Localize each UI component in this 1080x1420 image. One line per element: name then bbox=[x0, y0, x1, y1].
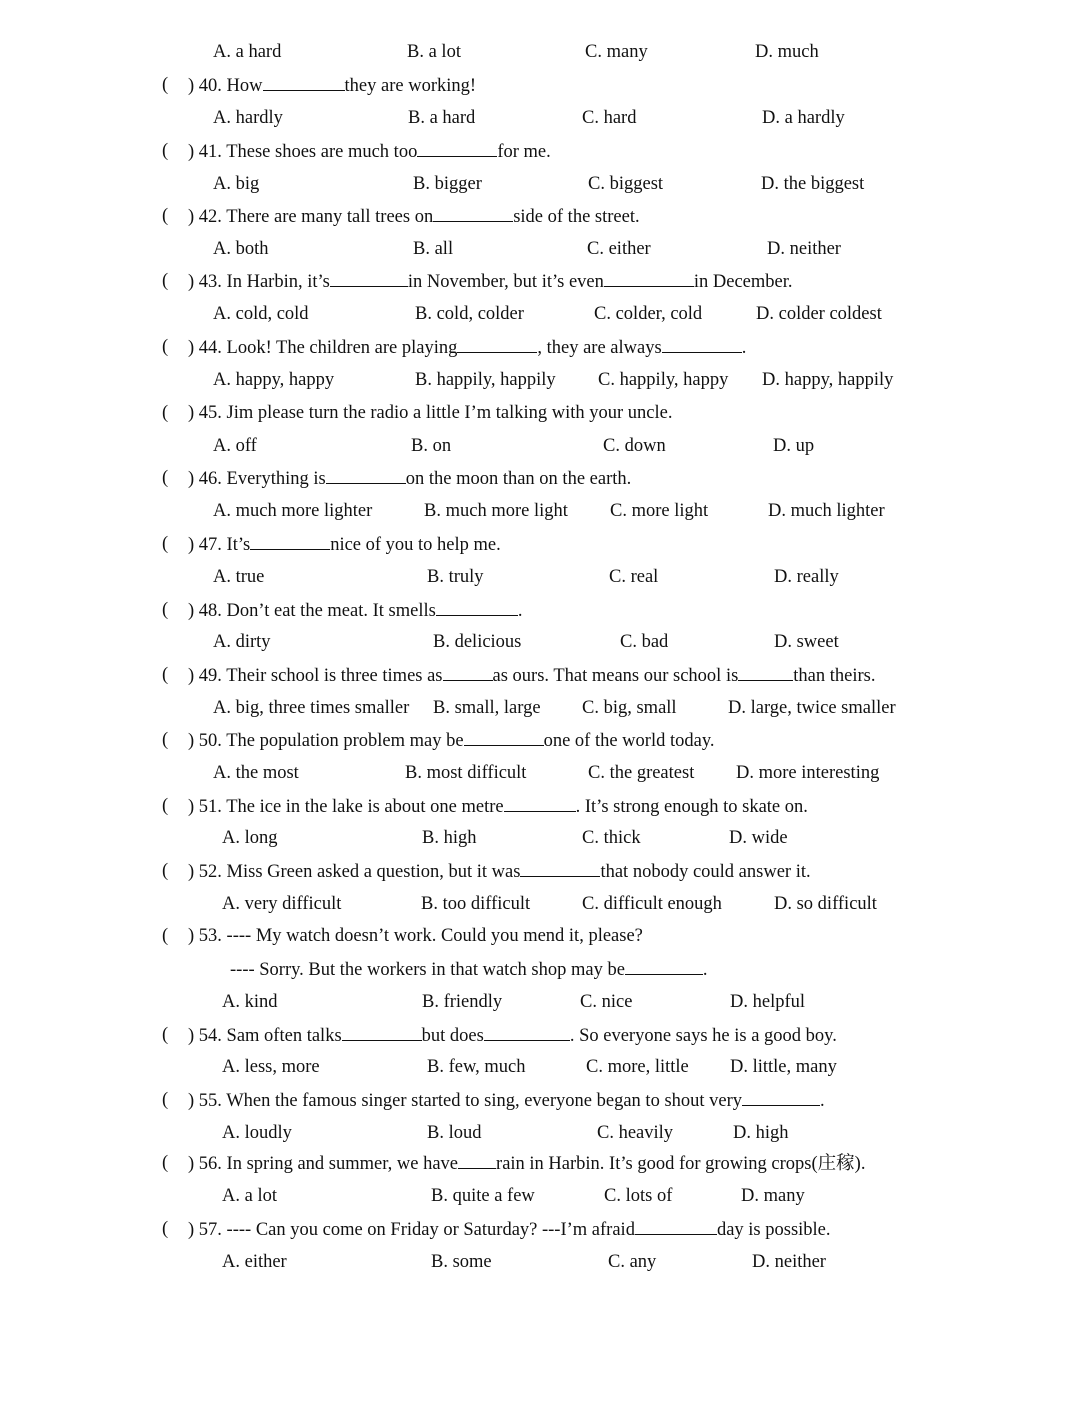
option-d[interactable]: D. the biggest bbox=[761, 174, 865, 194]
option-b[interactable]: B. some bbox=[431, 1252, 492, 1272]
option-row bbox=[0, 299, 1080, 329]
option-b[interactable]: B. a lot bbox=[407, 42, 461, 62]
option-row bbox=[0, 758, 1080, 788]
question-55 bbox=[0, 1085, 1080, 1115]
question-57 bbox=[0, 1214, 1080, 1244]
option-b[interactable]: B. delicious bbox=[433, 632, 522, 652]
answer-bracket[interactable]: ( bbox=[162, 1025, 187, 1045]
option-row bbox=[0, 365, 1080, 395]
answer-bracket[interactable]: ( bbox=[162, 796, 187, 816]
bracket-close: ) bbox=[188, 338, 199, 358]
number-dot: . bbox=[217, 666, 227, 686]
answer-blank[interactable] bbox=[457, 332, 537, 353]
question-stem bbox=[188, 332, 746, 363]
question-text-part: nice of you to help me. bbox=[330, 535, 501, 555]
question-number: 55 bbox=[198, 1091, 218, 1111]
answer-bracket[interactable]: ( bbox=[162, 926, 187, 946]
question-stem bbox=[188, 136, 551, 167]
option-a[interactable]: A. off bbox=[213, 436, 257, 456]
number-dot: . bbox=[217, 76, 227, 96]
question-stem bbox=[188, 1214, 831, 1245]
option-c[interactable]: C. real bbox=[609, 567, 659, 587]
option-c[interactable]: C. nice bbox=[580, 992, 633, 1012]
option-row bbox=[0, 693, 1080, 723]
question-stem bbox=[188, 595, 522, 626]
answer-blank[interactable] bbox=[443, 660, 493, 681]
bracket-close: ) bbox=[188, 666, 199, 686]
question-text-part: In spring and summer, we have bbox=[226, 1154, 459, 1174]
option-row bbox=[0, 1118, 1080, 1148]
option-d[interactable]: D. so difficult bbox=[774, 894, 877, 914]
question-number: 50 bbox=[198, 731, 218, 751]
option-a[interactable]: A. cold, cold bbox=[213, 304, 309, 324]
option-d[interactable]: D. neither bbox=[752, 1252, 826, 1272]
answer-blank[interactable] bbox=[625, 954, 703, 975]
option-c[interactable]: C. heavily bbox=[597, 1123, 674, 1143]
question-45 bbox=[0, 398, 1080, 428]
answer-blank[interactable] bbox=[458, 1148, 496, 1169]
question-stem bbox=[188, 791, 808, 822]
option-c[interactable]: C. the greatest bbox=[588, 763, 695, 783]
question-text-part: . bbox=[517, 601, 523, 621]
number-dot: . bbox=[217, 862, 227, 882]
option-row bbox=[0, 1181, 1080, 1211]
option-row bbox=[0, 431, 1080, 461]
bracket-close: ) bbox=[188, 731, 199, 751]
question-number: 56 bbox=[198, 1154, 218, 1174]
question-stem bbox=[188, 529, 501, 560]
question-text-part: as ours. That means our school is bbox=[492, 666, 739, 686]
option-d[interactable]: D. much lighter bbox=[768, 501, 885, 521]
option-b[interactable]: B. few, much bbox=[427, 1057, 526, 1077]
question-41 bbox=[0, 136, 1080, 166]
option-row bbox=[0, 1247, 1080, 1277]
number-dot: . bbox=[217, 207, 227, 227]
answer-bracket[interactable]: ( bbox=[162, 75, 187, 95]
question-stem bbox=[188, 201, 640, 232]
option-c[interactable]: C. hard bbox=[582, 108, 637, 128]
option-d[interactable]: D. helpful bbox=[730, 992, 806, 1012]
question-stem bbox=[188, 1020, 837, 1051]
number-dot: . bbox=[217, 797, 227, 817]
question-number: 54 bbox=[198, 1026, 218, 1046]
question-text-part: In Harbin, it’s bbox=[226, 272, 330, 292]
answer-bracket[interactable]: ( bbox=[162, 403, 187, 423]
question-54 bbox=[0, 1020, 1080, 1050]
option-a[interactable]: A. loudly bbox=[222, 1123, 292, 1143]
question-text-part: Sam often talks bbox=[226, 1026, 342, 1046]
question-47 bbox=[0, 529, 1080, 559]
option-a[interactable]: A. true bbox=[213, 567, 265, 587]
answer-blank[interactable] bbox=[330, 266, 408, 287]
option-c[interactable]: C. colder, cold bbox=[594, 304, 703, 324]
question-text-part: in November, but it’s even bbox=[407, 272, 604, 292]
answer-blank[interactable] bbox=[504, 791, 576, 812]
question-53 bbox=[0, 921, 1080, 951]
answer-bracket[interactable]: ( bbox=[162, 1090, 187, 1110]
question-text-part: When the famous singer started to sing, everyone began to shout very bbox=[226, 1091, 743, 1111]
number-dot: . bbox=[217, 601, 227, 621]
bracket-close: ) bbox=[188, 601, 199, 621]
option-c[interactable]: C. many bbox=[585, 42, 648, 62]
question-stem bbox=[188, 463, 631, 494]
bracket-close: ) bbox=[188, 797, 199, 817]
question-number: 43 bbox=[198, 272, 218, 292]
option-a[interactable]: A. much more lighter bbox=[213, 501, 373, 521]
answer-blank[interactable] bbox=[326, 463, 406, 484]
question-stem bbox=[188, 1148, 865, 1179]
bracket-close: ) bbox=[188, 1026, 199, 1046]
option-a[interactable]: A. a hard bbox=[213, 42, 282, 62]
answer-bracket[interactable]: ( bbox=[162, 1219, 187, 1239]
number-dot: . bbox=[217, 1154, 227, 1174]
answer-bracket[interactable]: ( bbox=[162, 468, 187, 488]
question-stem bbox=[188, 1085, 825, 1116]
option-d[interactable]: D. wide bbox=[729, 828, 788, 848]
answer-bracket[interactable]: ( bbox=[162, 141, 187, 161]
question-40 bbox=[0, 70, 1080, 100]
option-c[interactable]: C. difficult enough bbox=[582, 894, 722, 914]
question-number: 44 bbox=[198, 338, 218, 358]
question-text-part: Don’t eat the meat. It smells bbox=[226, 601, 436, 621]
bracket-close: ) bbox=[188, 535, 199, 555]
option-b[interactable]: B. truly bbox=[427, 567, 484, 587]
option-a[interactable]: A. hardly bbox=[213, 108, 283, 128]
option-row bbox=[0, 103, 1080, 133]
option-c[interactable]: C. big, small bbox=[582, 698, 677, 718]
question-56 bbox=[0, 1148, 1080, 1178]
question-text-part: for me. bbox=[497, 142, 551, 162]
answer-blank[interactable] bbox=[464, 725, 544, 746]
answer-bracket[interactable]: ( bbox=[162, 861, 187, 881]
bracket-close: ) bbox=[188, 142, 199, 162]
option-a[interactable]: A. dirty bbox=[213, 632, 271, 652]
option-c[interactable]: C. thick bbox=[582, 828, 641, 848]
question-text-part: . bbox=[702, 960, 708, 980]
question-text-part: Their school is three times as bbox=[226, 666, 443, 686]
option-c[interactable]: C. more light bbox=[610, 501, 709, 521]
question-text-part: . bbox=[820, 1091, 825, 1111]
option-b[interactable]: B. quite a few bbox=[431, 1186, 535, 1206]
answer-blank[interactable] bbox=[635, 1214, 717, 1235]
option-a[interactable]: A. big, three times smaller bbox=[213, 698, 410, 718]
option-a[interactable]: A. a lot bbox=[222, 1186, 277, 1206]
question-text-part: they are working! bbox=[344, 76, 477, 96]
answer-blank[interactable] bbox=[250, 529, 330, 550]
bracket-close: ) bbox=[188, 207, 199, 227]
number-dot: . bbox=[217, 469, 227, 489]
option-b[interactable]: B. high bbox=[422, 828, 477, 848]
question-text-part: ---- Can you come on Friday or Saturday? ---I’m afraid bbox=[226, 1220, 635, 1240]
question-text-part: one of the world today. bbox=[543, 731, 715, 751]
option-c[interactable]: C. either bbox=[587, 239, 651, 259]
question-number: 52 bbox=[198, 862, 218, 882]
number-dot: . bbox=[217, 1026, 227, 1046]
option-row bbox=[0, 823, 1080, 853]
question-text-part: day is possible. bbox=[716, 1220, 831, 1240]
answer-blank[interactable] bbox=[662, 332, 742, 353]
option-c[interactable]: C. happily, happy bbox=[598, 370, 729, 390]
number-dot: . bbox=[217, 1091, 227, 1111]
option-row bbox=[0, 627, 1080, 657]
option-row bbox=[0, 169, 1080, 199]
question-number: 45 bbox=[198, 403, 218, 423]
question-stem bbox=[188, 660, 876, 691]
answer-bracket[interactable]: ( bbox=[162, 337, 187, 357]
number-dot: . bbox=[217, 535, 227, 555]
question-stem bbox=[188, 398, 673, 428]
question-text-part: It’s bbox=[226, 535, 251, 555]
question-number: 47 bbox=[198, 535, 218, 555]
answer-blank[interactable] bbox=[263, 70, 345, 91]
question-stem bbox=[188, 856, 811, 887]
option-b[interactable]: B. cold, colder bbox=[415, 304, 524, 324]
question-text-part: ---- My watch doesn’t work. Could you mend it, please? bbox=[226, 926, 643, 946]
bracket-close: ) bbox=[188, 272, 199, 292]
option-a[interactable]: A. both bbox=[213, 239, 269, 259]
answer-bracket[interactable]: ( bbox=[162, 271, 187, 291]
question-text-part: . So everyone says he is a good boy. bbox=[569, 1026, 837, 1046]
question-number: 41 bbox=[198, 142, 218, 162]
question-number: 51 bbox=[198, 797, 218, 817]
question-43 bbox=[0, 266, 1080, 296]
question-stem bbox=[188, 921, 643, 951]
question-number: 53 bbox=[198, 926, 218, 946]
option-row bbox=[0, 496, 1080, 526]
answer-bracket[interactable]: ( bbox=[162, 730, 187, 750]
question-text-part: There are many tall trees on bbox=[226, 207, 434, 227]
option-d[interactable]: D. neither bbox=[767, 239, 841, 259]
option-d[interactable]: D. little, many bbox=[730, 1057, 837, 1077]
answer-blank[interactable] bbox=[342, 1020, 422, 1041]
option-b[interactable]: B. most difficult bbox=[405, 763, 527, 783]
question-stem bbox=[188, 266, 793, 297]
bracket-close: ) bbox=[188, 403, 199, 423]
question-number: 46 bbox=[198, 469, 218, 489]
option-row bbox=[0, 889, 1080, 919]
bracket-close: ) bbox=[188, 1091, 199, 1111]
question-text-part: that nobody could answer it. bbox=[600, 862, 811, 882]
option-d[interactable]: D. more interesting bbox=[736, 763, 880, 783]
question-text-part: side of the street. bbox=[513, 207, 640, 227]
option-b[interactable]: B. friendly bbox=[422, 992, 503, 1012]
option-d[interactable]: D. colder coldest bbox=[756, 304, 882, 324]
bracket-close: ) bbox=[188, 926, 199, 946]
option-a[interactable]: A. happy, happy bbox=[213, 370, 335, 390]
answer-bracket[interactable]: ( bbox=[162, 534, 187, 554]
dialog-line bbox=[0, 954, 1080, 984]
question-51 bbox=[0, 791, 1080, 821]
question-text-part: in December. bbox=[693, 272, 793, 292]
bracket-close: ) bbox=[188, 1154, 199, 1174]
option-a[interactable]: A. kind bbox=[222, 992, 278, 1012]
answer-bracket[interactable]: ( bbox=[162, 1153, 187, 1173]
number-dot: . bbox=[217, 1220, 227, 1240]
option-a[interactable]: A. long bbox=[222, 828, 278, 848]
option-row bbox=[0, 37, 1080, 67]
answer-blank[interactable] bbox=[604, 266, 694, 287]
question-text-part: Everything is bbox=[226, 469, 326, 489]
option-d[interactable]: D. a hardly bbox=[762, 108, 845, 128]
question-stem bbox=[188, 725, 715, 756]
option-b[interactable]: B. small, large bbox=[433, 698, 541, 718]
option-d[interactable]: D. large, twice smaller bbox=[728, 698, 896, 718]
option-row bbox=[0, 1052, 1080, 1082]
option-b[interactable]: B. on bbox=[411, 436, 452, 456]
answer-blank[interactable] bbox=[433, 201, 513, 222]
question-50 bbox=[0, 725, 1080, 755]
question-text-part: The ice in the lake is about one metre bbox=[226, 797, 504, 817]
question-text-part: ---- Sorry. But the workers in that watch shop may be bbox=[230, 960, 625, 980]
option-a[interactable]: A. less, more bbox=[222, 1057, 320, 1077]
bracket-close: ) bbox=[188, 862, 199, 882]
option-c[interactable]: C. any bbox=[608, 1252, 657, 1272]
number-dot: . bbox=[217, 272, 227, 292]
option-d[interactable]: D. up bbox=[773, 436, 815, 456]
question-number: 49 bbox=[198, 666, 218, 686]
question-text-part: How bbox=[226, 76, 263, 96]
question-text-part: The population problem may be bbox=[226, 731, 464, 751]
number-dot: . bbox=[217, 142, 227, 162]
question-text-part: Jim please turn the radio a little I’m talking with your uncle. bbox=[226, 403, 673, 423]
number-dot: . bbox=[217, 338, 227, 358]
answer-blank[interactable] bbox=[520, 856, 600, 877]
option-a[interactable]: A. very difficult bbox=[222, 894, 342, 914]
answer-blank[interactable] bbox=[436, 595, 518, 616]
answer-blank[interactable] bbox=[742, 1085, 820, 1106]
question-text-part: , they are always bbox=[537, 338, 662, 358]
option-row bbox=[0, 987, 1080, 1017]
option-b[interactable]: B. loud bbox=[427, 1123, 482, 1143]
option-b[interactable]: B. a hard bbox=[408, 108, 476, 128]
answer-bracket[interactable]: ( bbox=[162, 665, 187, 685]
question-44 bbox=[0, 332, 1080, 362]
answer-blank[interactable] bbox=[417, 136, 497, 157]
question-52 bbox=[0, 856, 1080, 886]
question-number: 42 bbox=[198, 207, 218, 227]
question-stem bbox=[188, 70, 476, 101]
option-b[interactable]: B. happily, happily bbox=[415, 370, 556, 390]
question-text-part: . bbox=[741, 338, 747, 358]
option-d[interactable]: D. sweet bbox=[774, 632, 839, 652]
option-c[interactable]: C. bad bbox=[620, 632, 669, 652]
option-d[interactable]: D. high bbox=[733, 1123, 789, 1143]
option-a[interactable]: A. the most bbox=[213, 763, 299, 783]
option-c[interactable]: C. down bbox=[603, 436, 666, 456]
option-b[interactable]: B. much more light bbox=[424, 501, 568, 521]
number-dot: . bbox=[217, 731, 227, 751]
question-number: 57 bbox=[198, 1220, 218, 1240]
question-text-part: These shoes are much too bbox=[226, 142, 418, 162]
option-row bbox=[0, 562, 1080, 592]
option-c[interactable]: C. more, little bbox=[586, 1057, 689, 1077]
option-b[interactable]: B. all bbox=[413, 239, 454, 259]
option-a[interactable]: A. either bbox=[222, 1252, 287, 1272]
number-dot: . bbox=[217, 926, 227, 946]
option-row bbox=[0, 234, 1080, 264]
option-b[interactable]: B. bigger bbox=[413, 174, 482, 194]
bracket-close: ) bbox=[188, 76, 199, 96]
answer-blank[interactable] bbox=[484, 1020, 570, 1041]
question-number: 40 bbox=[198, 76, 218, 96]
option-c[interactable]: C. biggest bbox=[588, 174, 664, 194]
option-b[interactable]: B. too difficult bbox=[421, 894, 531, 914]
number-dot: . bbox=[217, 403, 227, 423]
question-text-part: but does bbox=[421, 1026, 484, 1046]
question-46 bbox=[0, 463, 1080, 493]
answer-blank[interactable] bbox=[738, 660, 793, 681]
option-c[interactable]: C. lots of bbox=[604, 1186, 673, 1206]
question-text-part: rain in Harbin. It’s good for growing crops(庄稼). bbox=[496, 1154, 866, 1174]
question-48 bbox=[0, 595, 1080, 625]
question-text-part: . It’s strong enough to skate on. bbox=[575, 797, 808, 817]
question-text-part: than theirs. bbox=[793, 666, 876, 686]
question-text-part: Look! The children are playing bbox=[226, 338, 458, 358]
option-d[interactable]: D. happy, happily bbox=[762, 370, 894, 390]
question-number: 48 bbox=[198, 601, 218, 621]
question-42 bbox=[0, 201, 1080, 231]
bracket-close: ) bbox=[188, 1220, 199, 1240]
answer-bracket[interactable]: ( bbox=[162, 206, 187, 226]
option-d[interactable]: D. many bbox=[741, 1186, 805, 1206]
option-a[interactable]: A. big bbox=[213, 174, 260, 194]
bracket-close: ) bbox=[188, 469, 199, 489]
question-49 bbox=[0, 660, 1080, 690]
question-text-part: Miss Green asked a question, but it was bbox=[226, 862, 521, 882]
question-text-part: on the moon than on the earth. bbox=[405, 469, 632, 489]
answer-bracket[interactable]: ( bbox=[162, 600, 187, 620]
dialog-text bbox=[230, 954, 708, 985]
option-d[interactable]: D. really bbox=[774, 567, 839, 587]
option-d[interactable]: D. much bbox=[755, 42, 819, 62]
